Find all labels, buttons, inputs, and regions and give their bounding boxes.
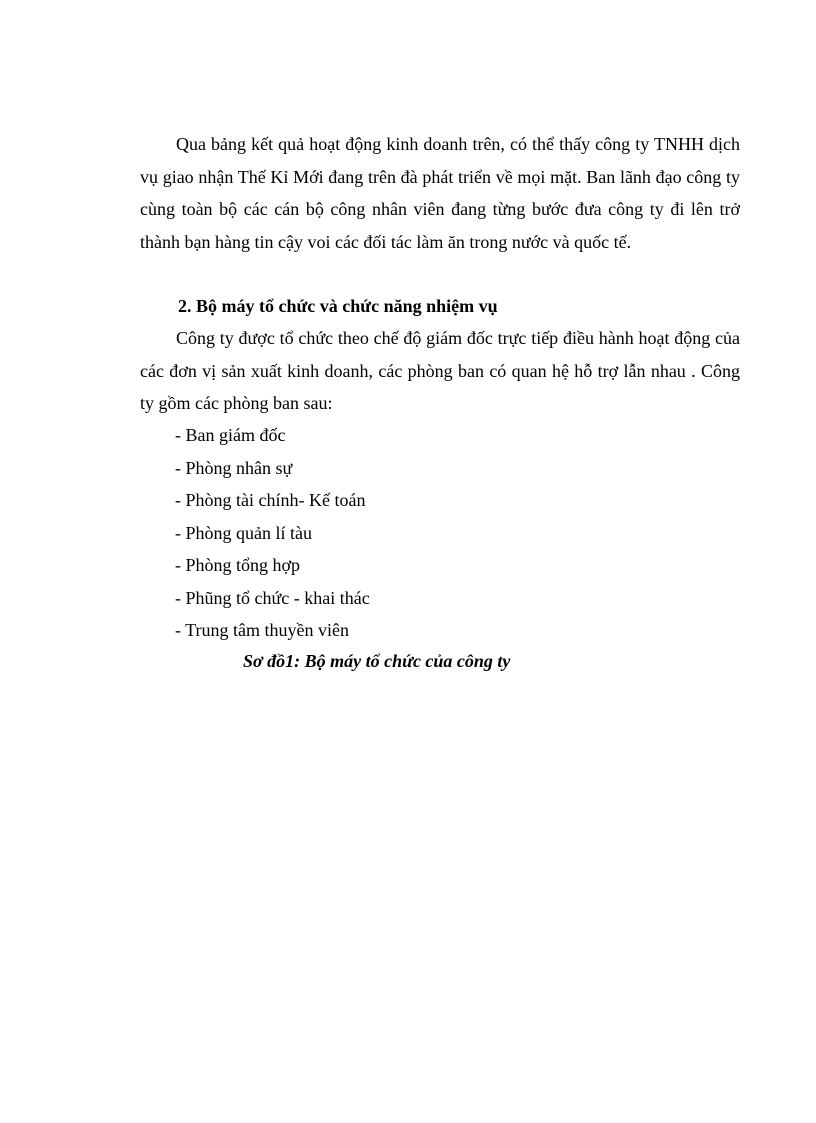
list-item: - Phòng tài chính- Kế toán	[175, 490, 366, 510]
department-list	[175, 419, 370, 647]
paragraph-business-results: Qua bảng kết quả hoạt động kinh doanh trên, có thể thấy công ty TNHH dịch vụ giao nhận Thế Kỉ Mới đang trên đà phát triển về mọi mặt. Ban lãnh đạo công ty cùng toàn bộ các cán bộ công nhân viên đang từng bước đưa công ty đi lên trở thành bạn hàng tin cậy voi các đối tác làm ăn trong nước và quốc tế.	[140, 134, 740, 252]
list-item: - Phòng tổng hợp	[175, 555, 301, 575]
diagram-caption: Sơ đồ1: Bộ máy tổ chức của công ty	[243, 651, 511, 671]
section-heading: 2. Bộ máy tổ chức và chức năng nhiệm vụ	[178, 296, 498, 316]
list-item: - Ban giám đốc	[175, 425, 286, 445]
list-item: - Phòng quản lí tàu	[175, 522, 312, 543]
list-item: - Phũng tổ chức - khai thác	[175, 587, 370, 608]
list-item: - Phòng nhân sự	[175, 457, 293, 478]
list-item: - Trung tâm thuyền viên	[175, 620, 349, 640]
paragraph-organization: Công ty được tổ chức theo chế độ giám đốc trực tiếp điều hành hoạt động của các đơn vị sản xuất kinh doanh, các phòng ban có quan hệ hỗ trợ lẫn nhau . Công ty gồm các phòng ban sau:	[140, 328, 740, 413]
